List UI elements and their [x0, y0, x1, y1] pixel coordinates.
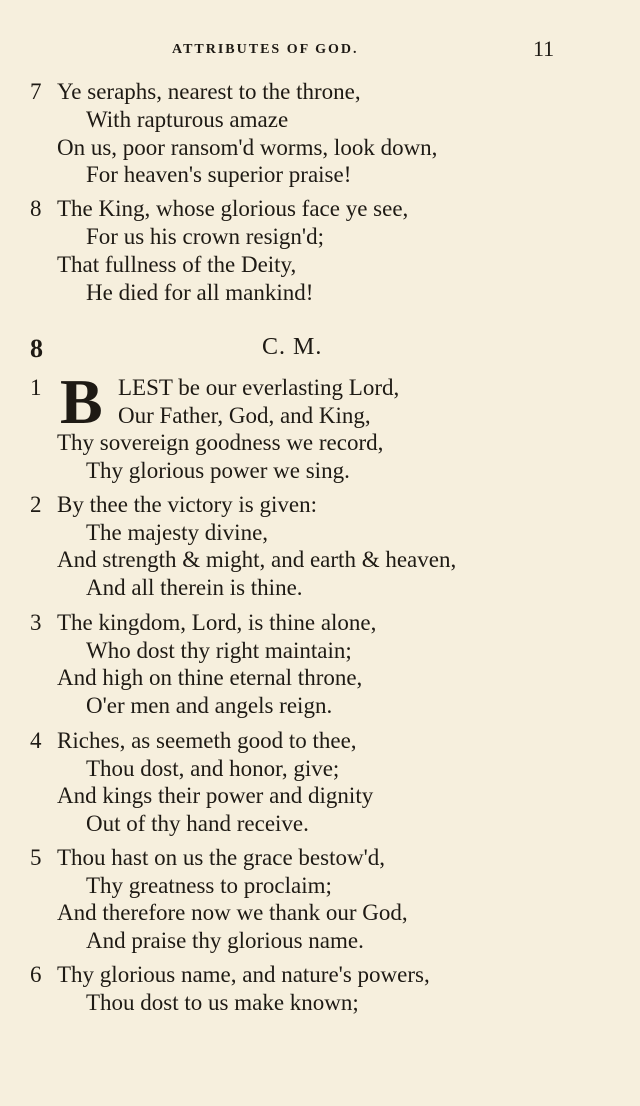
verse-line: LEST be our everlasting Lord, — [118, 375, 400, 400]
verse-line: That fullness of the Deity, — [57, 252, 297, 277]
verse-line: By thee the victory is given: — [57, 492, 317, 517]
verse-line: Thy greatness to proclaim; — [86, 873, 332, 898]
verse-line: Thy glorious power we sing. — [86, 458, 350, 483]
verse-line: The King, whose glorious face ye see, — [57, 196, 409, 221]
verse-line: And high on thine eternal throne, — [57, 665, 363, 690]
running-title: ATTRIBUTES OF GOD. — [172, 42, 359, 57]
stanza-number: 8 — [30, 196, 42, 221]
page-number: 11 — [533, 36, 555, 61]
verse-line: Thy sovereign goodness we record, — [57, 430, 384, 455]
hymn-meter: C. M. — [262, 334, 323, 360]
verse-line: Ye seraphs, nearest to the throne, — [57, 79, 361, 104]
verse-line: Riches, as seemeth good to thee, — [57, 728, 357, 753]
stanza-number: 4 — [30, 728, 42, 753]
verse-line: Our Father, God, and King, — [118, 403, 371, 428]
verse-line: Thy glorious name, and nature's powers, — [57, 962, 430, 987]
verse-line: And kings their power and dignity — [57, 783, 374, 808]
stanza-number: 7 — [30, 79, 42, 104]
verse-line: On us, poor ransom'd worms, look down, — [57, 135, 438, 160]
verse-line: And strength & might, and earth & heaven, — [57, 547, 457, 572]
verse-line: Who dost thy right maintain; — [86, 638, 352, 663]
verse-line: And all therein is thine. — [86, 575, 303, 600]
stanza-number: 2 — [30, 492, 42, 517]
verse-line: He died for all mankind! — [86, 280, 314, 305]
verse-line: For us his crown resign'd; — [86, 224, 324, 249]
verse-line: For heaven's superior praise! — [86, 162, 352, 187]
stanza-number: 6 — [30, 962, 42, 987]
verse-line: Thou dost to us make known; — [86, 990, 359, 1015]
verse-line: And praise thy glorious name. — [86, 928, 364, 953]
verse-line: And therefore now we thank our God, — [57, 900, 408, 925]
verse-line: Thou dost, and honor, give; — [86, 756, 340, 781]
stanza-number: 1 — [30, 375, 42, 400]
verse-line: O'er men and angels reign. — [86, 693, 333, 718]
stanza-number: 5 — [30, 845, 42, 870]
drop-cap: B — [60, 366, 103, 437]
stanza-number: 3 — [30, 610, 42, 635]
verse-line: The kingdom, Lord, is thine alone, — [57, 610, 377, 635]
verse-line: The majesty divine, — [86, 520, 269, 545]
hymn-number: 8 — [30, 334, 43, 363]
verse-line: Out of thy hand receive. — [86, 811, 309, 836]
verse-line: With rapturous amaze — [86, 107, 289, 132]
verse-line: Thou hast on us the grace bestow'd, — [57, 845, 385, 870]
